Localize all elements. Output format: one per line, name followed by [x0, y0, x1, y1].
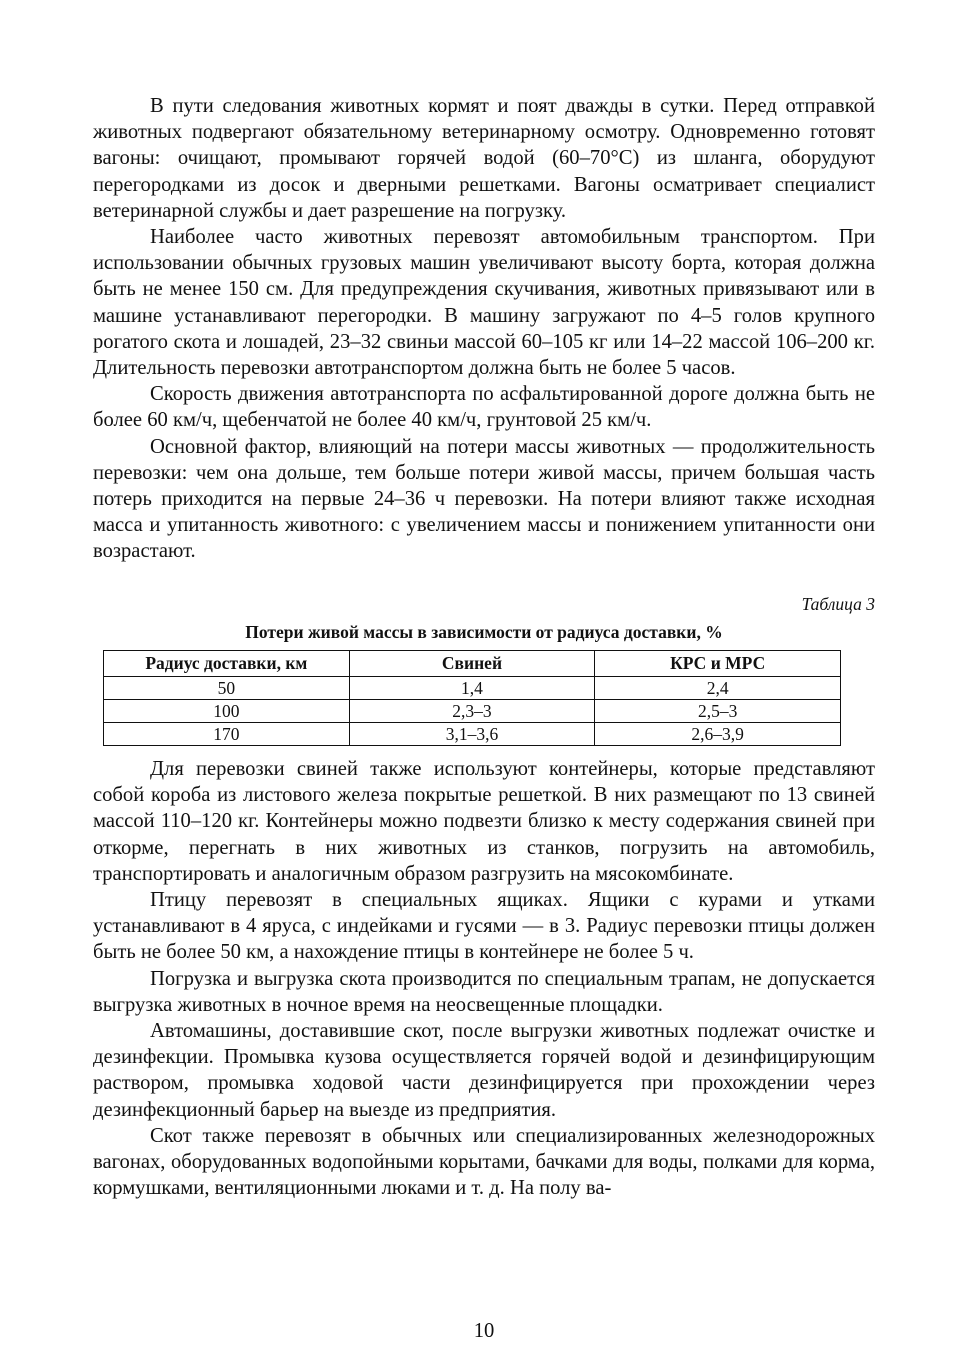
paragraph: Для перевозки свиней также используют контейнеры, которые представляют собой короба из листового железа покрытые решеткой. В них размещают по 13 свиней массой 110–120 кг. Контейнеры можно подвезти близко к месту содержания свиней при откорме, перегнать в них животных из станков, погрузить на автомобиль, транспортировать и аналогичным образом разгрузить на мясокомбинате.: [93, 758, 875, 885]
table-row: [104, 723, 841, 746]
paragraph: Скот также перевозят в обычных или специализированных железнодорожных вагонах, оборудованных водопойными корытами, бачками для воды, полками для корма, кормушками, вентиляционными люками и т. д. На полу ва-: [93, 1124, 875, 1200]
paragraph: Наиболее часто животных перевозят автомобильным транспортом. При использовании обычных грузовых машин увеличивают высоту борта, которая должна быть не менее 150 см. Для предупреждения скучивания, животных привязывают или в машине устанавливают перегородки. В машину загружают по 4–5 голов крупного рогатого скота и лошадей, 23–32 свиньи массой 60–105 кг или 14–22 массой 106–200 кг. Длительность перевозки автотранспортом должна быть не более 5 часов.: [93, 226, 875, 380]
header-cell-pigs: Свиней: [349, 651, 595, 677]
table-cell: 2,3–3: [349, 700, 595, 723]
paragraph: Погрузка и выгрузка скота производится по специальным трапам, не допускается выгрузка животных в ночное время на неосвещенные площадки.: [93, 967, 875, 1016]
table-cell: 50: [104, 677, 350, 700]
header-cell-radius: Радиус доставки, км: [104, 651, 350, 677]
paragraph: Скорость движения автотранспорта по асфальтированной дороге должна быть не более 60 км/ч, щебенчатой не более 40 км/ч, грунтовой 25 км/ч.: [93, 383, 875, 432]
table-title: Потери живой массы в зависимости от радиуса доставки, %: [245, 622, 723, 642]
header-cell-cattle: КРС и МРС: [595, 651, 841, 677]
paragraph: Основной фактор, влияющий на потери массы животных — продолжительность перевозки: чем она дольше, тем больше потери живой массы, причем большая часть потерь приходится на первые 24–36 ч перевозки. На потери влияют также исходная масса и упитанность животного: с увеличением массы и понижением упитанности они возрастают.: [93, 435, 875, 563]
table-cell: 100: [104, 700, 350, 723]
paragraph: Птицу перевозят в специальных ящиках. Ящики с курами и утками устанавливают в 4 яруса, с индейками и гусями — в 3. Радиус перевозки птицы должен быть не более 50 км, а нахождение птицы в контейнере не более 5 ч.: [93, 889, 875, 964]
table-cell: 2,5–3: [595, 700, 841, 723]
table-row: [104, 677, 841, 700]
table-row: [104, 700, 841, 723]
table-cell: 3,1–3,6: [349, 723, 595, 746]
paragraph: В пути следования животных кормят и поят дважды в сутки. Перед отправкой животных подвергают обязательному ветеринарному осмотру. Одновременно готовят вагоны: очищают, промывают горячей водой (60–70°С) из шланга, оборудуют перегородками из досок и дверными решетками. Вагоны осматривает специалист ветеринарной службы и дает разрешение на погрузку.: [93, 95, 875, 222]
page-number: 10: [473, 1320, 495, 1342]
table-label: Таблица 3: [801, 594, 875, 614]
table-cell: 170: [104, 723, 350, 746]
table-cell: 2,6–3,9: [595, 723, 841, 746]
text-block-before-table: [93, 93, 875, 565]
table-cell: 2,4: [595, 677, 841, 700]
data-table: [103, 650, 841, 746]
paragraph: Автомашины, доставившие скот, после выгрузки животных подлежат очистке и дезинфекции. Промывка кузова осуществляется горячей водой и дезинфицирующим раствором, промывка ходовой части дезинфицируется при прохождении через дезинфекционный барьер на выезде из предприятия.: [93, 1020, 875, 1121]
text-block-after-table: [93, 756, 875, 1201]
table-cell: 1,4: [349, 677, 595, 700]
table-header-row: [104, 651, 841, 677]
